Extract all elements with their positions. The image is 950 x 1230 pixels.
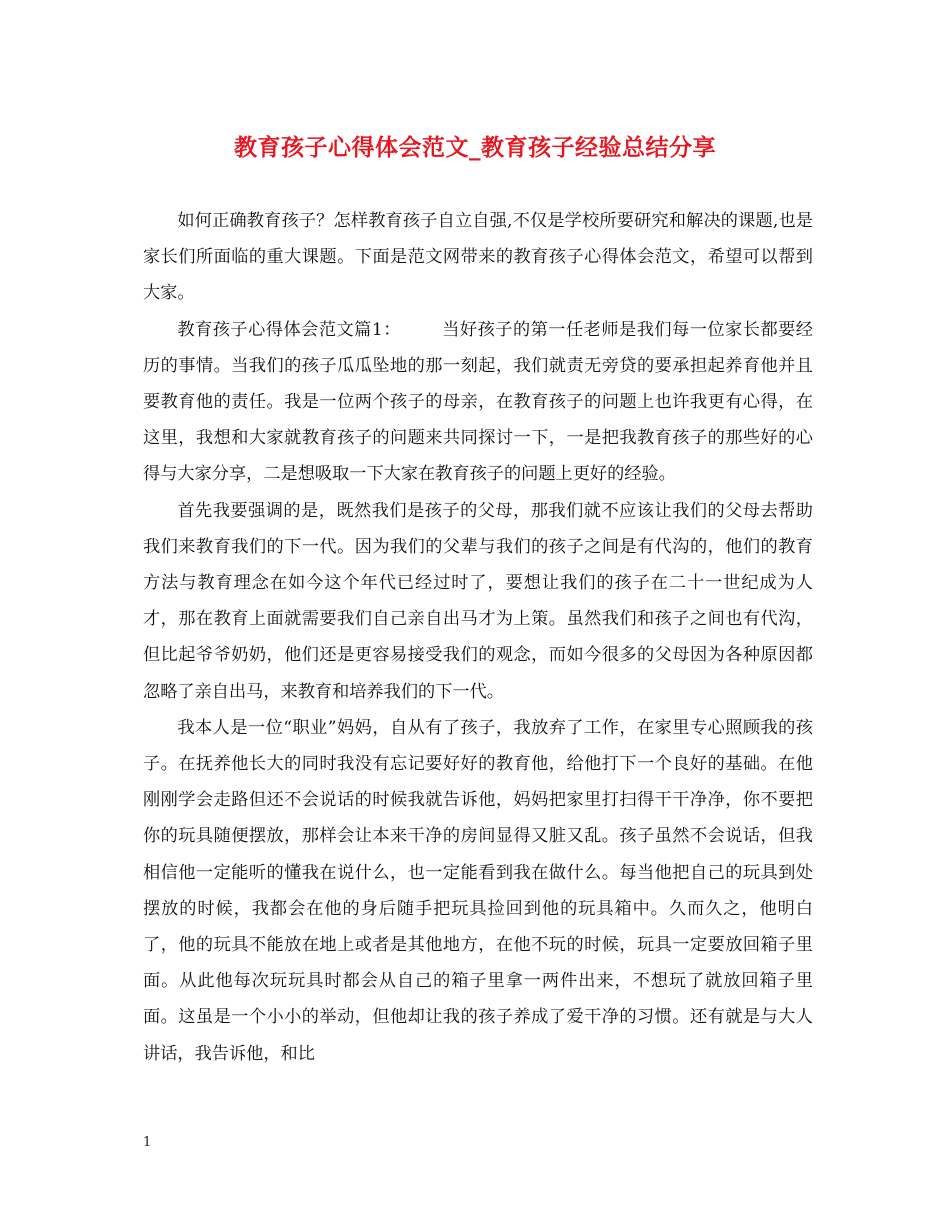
paragraph-intro bbox=[143, 203, 813, 312]
page-number: 1 bbox=[143, 1135, 152, 1150]
paragraph-2 bbox=[143, 493, 813, 710]
paragraph-text: 我本人是一位“职业”妈妈，自从有了孩子，我放弃了工作，在家里专心照顾我的孩子。在抚养他长大的同时我没有忘记要好好的教育他，给他打下一个良好的基础。在他刚刚学会走路但还不会说话的时候我就告诉他，妈妈把家里打扫得干干净净，你不要把你的玩具随便摆放，那样会让本来干净的房间显得又脏又乱。孩子虽然不会说话，但我相信他一定能听的懂我在说什么，也一定能看到我在做什么。每当他把自己的玩具到处摆放的时候，我都会在他的身后随手把玩具捡回到他的玩具箱中。久而久之，他明白了，他的玩具不能放在地上或者是其他地方，在他不玩的时候，玩具一定要放回箱子里面。从此他每次玩玩具时都会从自己的箱子里拿一两件出来，不想玩了就放回箱子里面。这虽是一个小小的举动，但他却让我的孩子养成了爱干净的习惯。还有就是与大人讲话，我告诉他，和比 bbox=[143, 717, 813, 1064]
essay-label: 教育孩子心得体会范文篇1： bbox=[177, 319, 401, 340]
document-body bbox=[143, 203, 813, 1072]
document-title: 教育孩子心得体会范文_教育孩子经验总结分享 bbox=[234, 134, 716, 161]
paragraph-essay-1 bbox=[143, 312, 813, 493]
paragraph-text: 首先我要强调的是，既然我们是孩子的父母，那我们就不应该让我们的父母去帮助我们来教育我们的下一代。因为我们的父辈与我们的孩子之间是有代沟的，他们的教育方法与教育理念在如今这个年代已经过时了，要想让我们的孩子在二十一世纪成为人才，那在教育上面就需要我们自己亲自出马才为上策。虽然我们和孩子之间也有代沟，但比起爷爷奶奶，他们还是更容易接受我们的观念，而如今很多的父母因为各种原因都忽略了亲自出马，来教育和培养我们的下一代。 bbox=[143, 500, 813, 702]
paragraph-3 bbox=[143, 710, 813, 1072]
paragraph-text: 如何正确教育孩子？怎样教育孩子自立自强,不仅是学校所要研究和解决的课题,也是家长们所面临的重大课题。下面是范文网带来的教育孩子心得体会范文，希望可以帮到大家。 bbox=[143, 211, 813, 304]
paragraph-text: 当好孩子的第一任老师是我们每一位家长都要经历的事情。当我们的孩子瓜瓜坠地的那一刻起，我们就责无旁贷的要承担起养育他并且要教育他的责任。我是一位两个孩子的母亲，在教育孩子的问题上也许我更有心得，在这里，我想和大家就教育孩子的问题来共同探讨一下，一是把我教育孩子的那些好的心得与大家分享，二是想吸取一下大家在教育孩子的问题上更好的经验。 bbox=[143, 319, 813, 485]
